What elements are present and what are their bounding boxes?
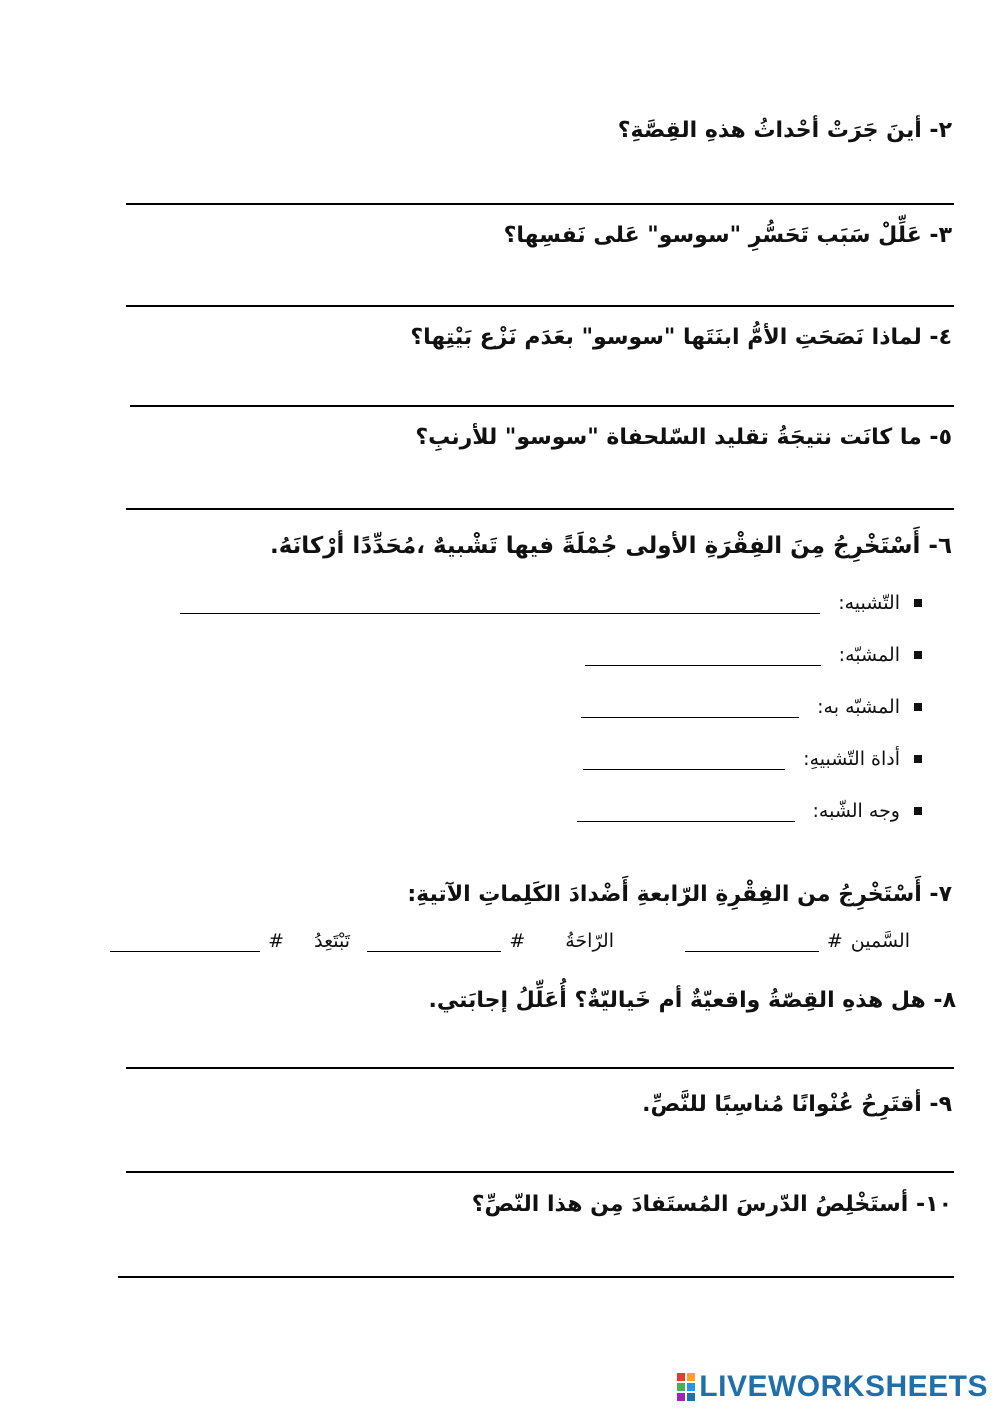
answer-line-2[interactable] (126, 203, 954, 205)
opposite-blank-2[interactable] (367, 931, 501, 952)
hash-symbol: # (509, 930, 526, 952)
bullet-square-icon (914, 755, 922, 763)
ground-blank[interactable] (577, 801, 795, 822)
ground-label: وجه الشّبه: (812, 800, 900, 822)
answer-line-9[interactable] (126, 1171, 954, 1173)
question-7: ٧- أَسْتَخْرِجُ من الفِقْرِةِ الرّابعةِ أَضْدادَ الكَلِماتِ الآتيةِ: (407, 882, 952, 907)
bullet-square-icon (914, 703, 922, 711)
question-6: ٦- أَسْتَخْرِجُ مِنَ الفِقْرَةِ الأولى جُمْلَةً فيها تَشْبيهٌ ،مُحَدِّدًا أرْكانَهُ. (269, 533, 952, 559)
bullet-square-icon (914, 651, 922, 659)
liveworksheets-logo[interactable] (677, 1370, 988, 1404)
question-8: ٨- هل هذهِ القِصّةُ واقعيّةٌ أم خَياليّةٌ؟ أُعَلِّلُ إجابَتي. (428, 988, 956, 1013)
simile-label: التّشبيه: (838, 592, 900, 614)
simile-ground-row (577, 800, 923, 822)
answer-line-4[interactable] (130, 405, 954, 407)
opposite-word-1: السَّمين (850, 930, 910, 952)
tool-blank[interactable] (583, 749, 785, 770)
hash-symbol: # (826, 930, 843, 952)
answer-line-10[interactable] (118, 1276, 954, 1278)
opposite-blank-1[interactable] (685, 931, 819, 952)
question-3: ٣- عَلِّلْ سَبَب تَحَسُّرِ "سوسو" عَلى نَفسِها؟ (503, 223, 952, 248)
question-4: ٤- لماذا نَصَحَتِ الأمُّ ابنَتَها "سوسو" بعَدَم نَزْع بَيْتِها؟ (410, 325, 952, 350)
opposite-pair-2 (367, 930, 614, 952)
opposite-blank-3[interactable] (110, 931, 260, 952)
tenor-blank[interactable] (585, 645, 821, 666)
liveworksheets-mark-icon (677, 1373, 695, 1401)
simile-vehicle-row (581, 696, 922, 718)
opposite-word-2: الرّاحَةُ (565, 930, 614, 952)
question-2: ٢- أينَ جَرَتْ أحْداثُ هذهِ القِصَّةِ؟ (617, 118, 952, 143)
opposite-pair-1 (685, 930, 910, 952)
tool-label: أداة التّشبيهِ: (803, 748, 900, 770)
vehicle-blank[interactable] (581, 697, 799, 718)
vehicle-label: المشبّه به: (817, 696, 900, 718)
answer-line-3[interactable] (126, 305, 954, 307)
answer-line-5[interactable] (126, 508, 954, 510)
answer-line-8[interactable] (126, 1067, 954, 1069)
opposite-word-3: تَبْتَعِدُ (314, 930, 350, 952)
bullet-square-icon (914, 599, 922, 607)
opposite-pair-3 (110, 930, 350, 952)
logo-text: LIVEWORKSHEETS (699, 1370, 988, 1403)
bullet-square-icon (914, 807, 922, 815)
hash-symbol: # (268, 930, 285, 952)
question-5: ٥- ما كانَت نتيجَةُ تقليد السّلحفاة "سوسو" للأرنبِ؟ (415, 425, 952, 450)
simile-tool-row (583, 748, 922, 770)
question-10: ١٠- أستَخْلِصُ الدّرسَ المُستَفادَ مِن هذا النّصِّ؟ (471, 1192, 952, 1217)
simile-blank[interactable] (180, 593, 820, 614)
simile-full-row (180, 592, 922, 614)
question-9: ٩- أقتَرِحُ عُنْوانًا مُناسِبًا للنَّصِّ. (642, 1092, 952, 1117)
simile-tenor-row (585, 644, 922, 666)
tenor-label: المشبّه: (838, 644, 900, 666)
